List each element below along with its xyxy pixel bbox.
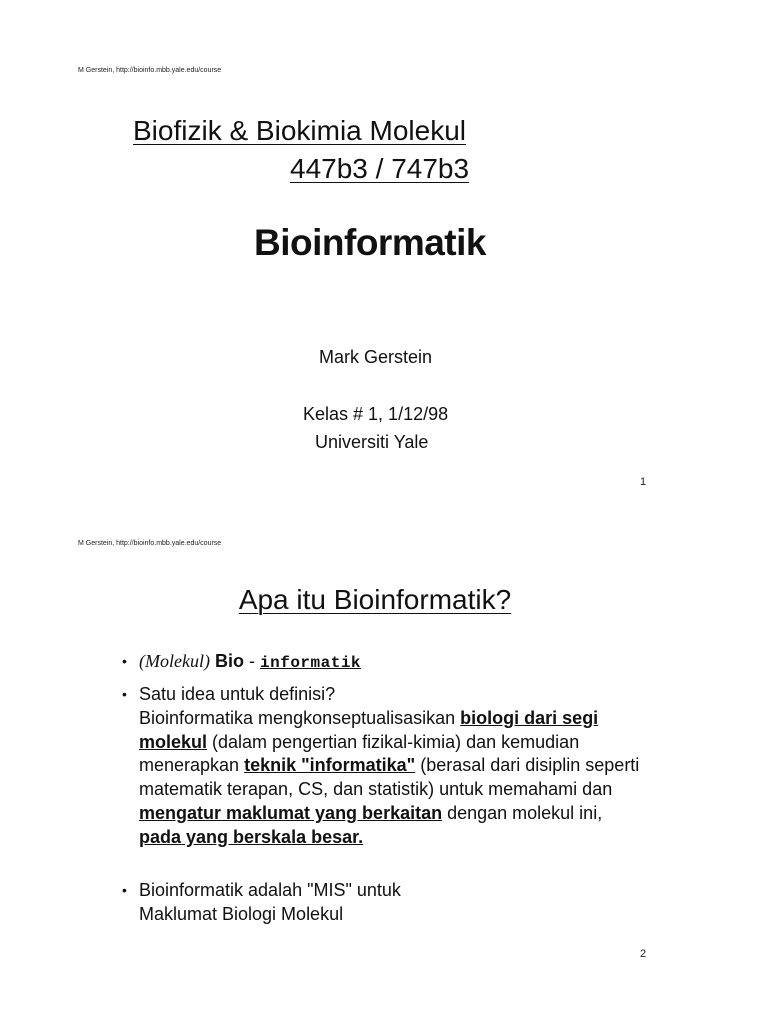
- bullet-icon: •: [122, 882, 127, 898]
- definition-text: dengan molekul ini,: [442, 802, 603, 823]
- bullet-line: Bioinformatik adalah "MIS" untuk: [139, 880, 401, 900]
- course-title: Biofizik & Biokimia Molekul: [133, 115, 466, 146]
- bullet-line: Maklumat Biologi Molekul: [139, 903, 344, 924]
- bullet-text: [122, 683, 642, 850]
- definition-text: Bioinformatika mengkonseptualisasikan: [139, 707, 461, 728]
- bullet-icon: •: [122, 686, 127, 702]
- bullet-icon: •: [122, 653, 127, 669]
- slide-1: [0, 0, 768, 488]
- slide-title: Bioinformatik: [254, 222, 486, 263]
- slide-title: Apa itu Bioinformatik?: [238, 584, 512, 615]
- bullet-item: [122, 879, 642, 927]
- header-credit: M Gerstein, http://bioinfo.mbb.yale.edu/course: [78, 540, 222, 547]
- definition-text: (berasal dari disiplin seperti matematik terapan, CS, dan statistik) untuk memahami dan: [139, 755, 640, 800]
- bold-term: Bio: [214, 651, 244, 671]
- emphasis-text: biologi dari segi molekul: [139, 707, 599, 752]
- emphasis-text: mengatur maklumat yang berkaitan: [139, 802, 443, 823]
- page-number: 2: [640, 948, 647, 960]
- bullet-item: [122, 683, 642, 850]
- course-code: 447b3 / 747b3: [290, 153, 470, 184]
- bullet-text: [122, 879, 642, 927]
- mono-term: informatik: [260, 654, 362, 672]
- emphasis-text: pada yang berskala besar.: [139, 826, 364, 847]
- definition-text: (dalam pengertian fizikal-kimia) dan kemudian menerapkan: [139, 731, 580, 776]
- slide-2: [0, 472, 768, 960]
- bullet-text: [122, 650, 642, 676]
- italic-term: (Molekul): [139, 651, 210, 671]
- dash: -: [249, 651, 255, 671]
- bullet-item: [122, 650, 642, 676]
- author-name: Mark Gerstein: [319, 347, 433, 367]
- emphasis-text: teknik "informatika": [244, 755, 416, 776]
- university-name: Universiti Yale: [315, 432, 429, 452]
- bullet-lead: Satu idea untuk definisi?: [139, 684, 336, 704]
- page-number: 1: [640, 476, 647, 488]
- class-info: Kelas # 1, 1/12/98: [303, 404, 449, 424]
- header-credit: M Gerstein, http://bioinfo.mbb.yale.edu/course: [78, 67, 222, 74]
